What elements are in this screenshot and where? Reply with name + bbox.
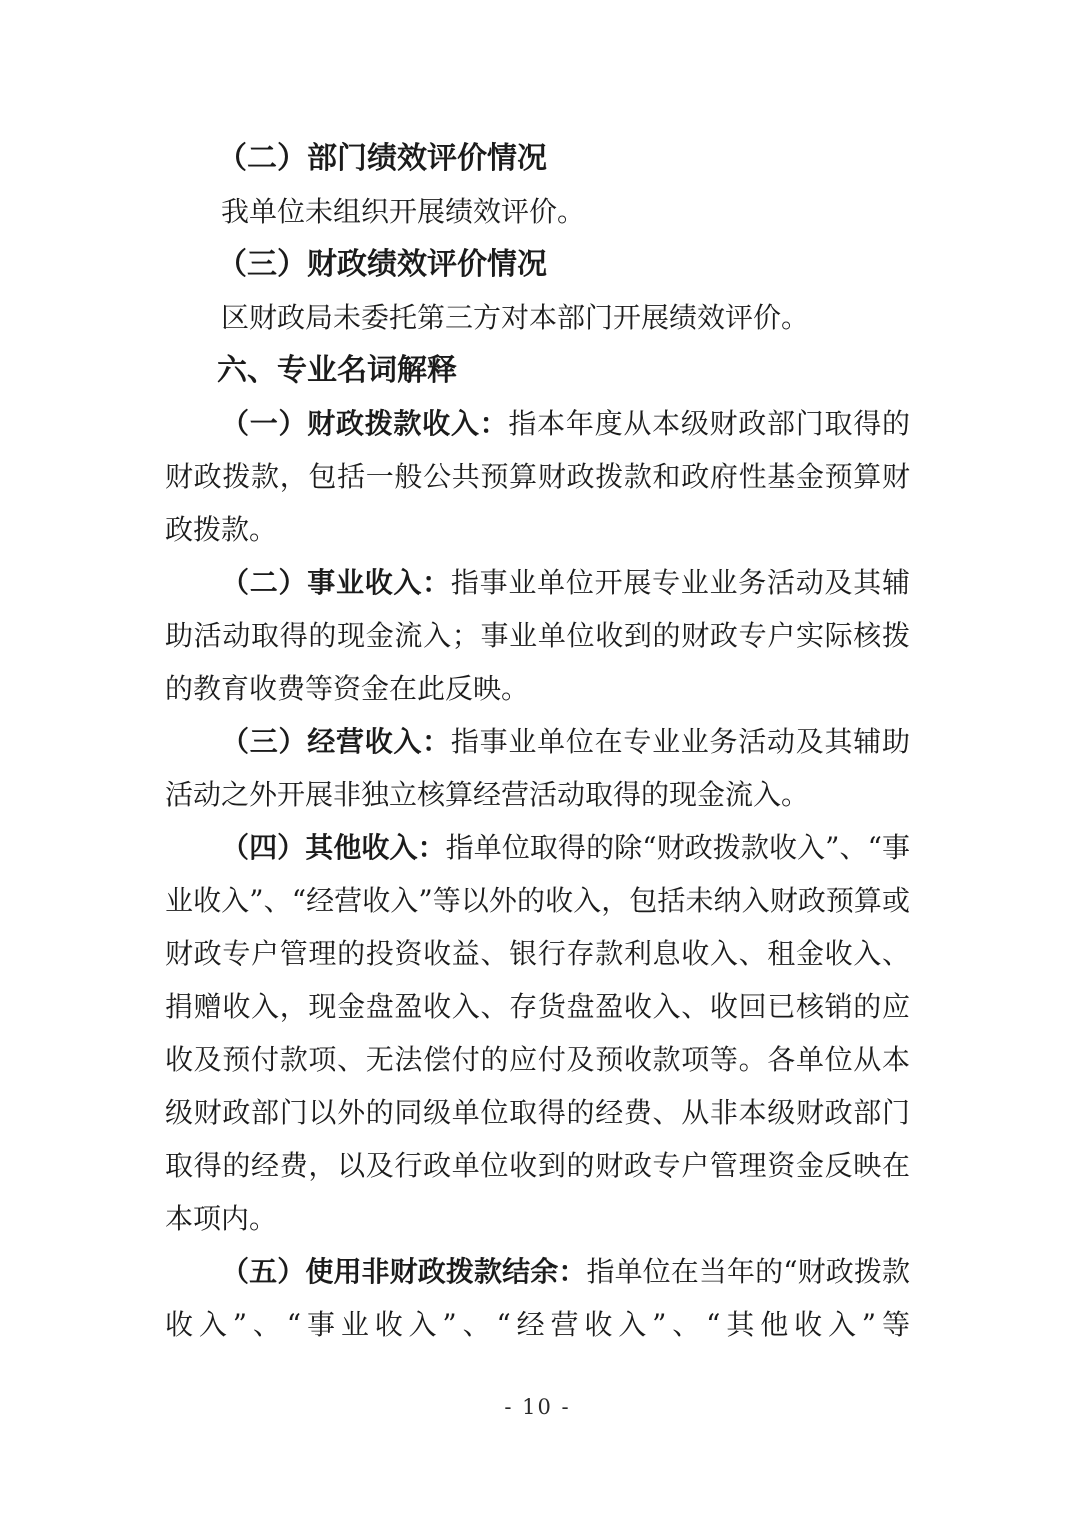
paragraph-term-fiscal-appropriation xyxy=(165,397,910,556)
term-text-business-income: 指事业单位在专业业务活动及其辅助活动之外开展非独立核算经营活动取得的现金流入。 xyxy=(165,725,910,811)
paragraph-term-other-income xyxy=(165,821,910,1245)
term-text-non-fiscal-balance: 指单位在当年的“财政拨款收入”、“事业收入”、“经营收入”、“其他收入”等 xyxy=(165,1255,910,1341)
term-text-other-income: 指单位取得的除“财政拨款收入”、“事业收入”、“经营收入”等以外的收入，包括未纳入财政预算或财政专户管理的投资收益、银行存款利息收入、租金收入、捐赠收入，现金盘盈收入、存货盘盈收入、收回已核销的应收及预付款项、无法偿付的应付及预收款项等。各单位从本级财政部门以外的同级单位取得的经费、从非本级财政部门取得的经费，以及行政单位收到的财政专户管理资金反映在本项内。 xyxy=(165,831,910,1235)
term-text-operating-income: 指事业单位开展专业业务活动及其辅助活动取得的现金流入；事业单位收到的财政专户实际核拨的教育收费等资金在此反映。 xyxy=(165,566,910,705)
paragraph-dept-performance: 我单位未组织开展绩效评价。 xyxy=(221,195,586,228)
term-lead-operating-income: （二）事业收入： xyxy=(221,566,451,599)
paragraph-term-operating-income xyxy=(165,556,910,715)
paragraph-fiscal-performance: 区财政局未委托第三方对本部门开展绩效评价。 xyxy=(221,301,810,334)
term-text-fiscal-appropriation: 指本年度从本级财政部门取得的财政拨款，包括一般公共预算财政拨款和政府性基金预算财政拨款。 xyxy=(165,407,910,546)
subsection-heading-dept-performance: （二）部门绩效评价情况 xyxy=(217,141,547,176)
term-lead-other-income: （四）其他收入： xyxy=(221,831,446,864)
term-lead-business-income: （三）经营收入： xyxy=(221,725,451,758)
term-lead-non-fiscal-balance: （五）使用非财政拨款结余： xyxy=(221,1255,587,1288)
term-lead-fiscal-appropriation: （一）财政拨款收入： xyxy=(221,407,509,440)
page-number: - 10 - xyxy=(504,1395,571,1419)
subsection-heading-fiscal-performance: （三）财政绩效评价情况 xyxy=(217,247,547,282)
section-heading-terminology: 六、专业名词解释 xyxy=(217,353,457,388)
document-body xyxy=(165,132,910,1351)
paragraph-term-non-fiscal-balance xyxy=(165,1245,910,1351)
paragraph-term-business-income xyxy=(165,715,910,821)
